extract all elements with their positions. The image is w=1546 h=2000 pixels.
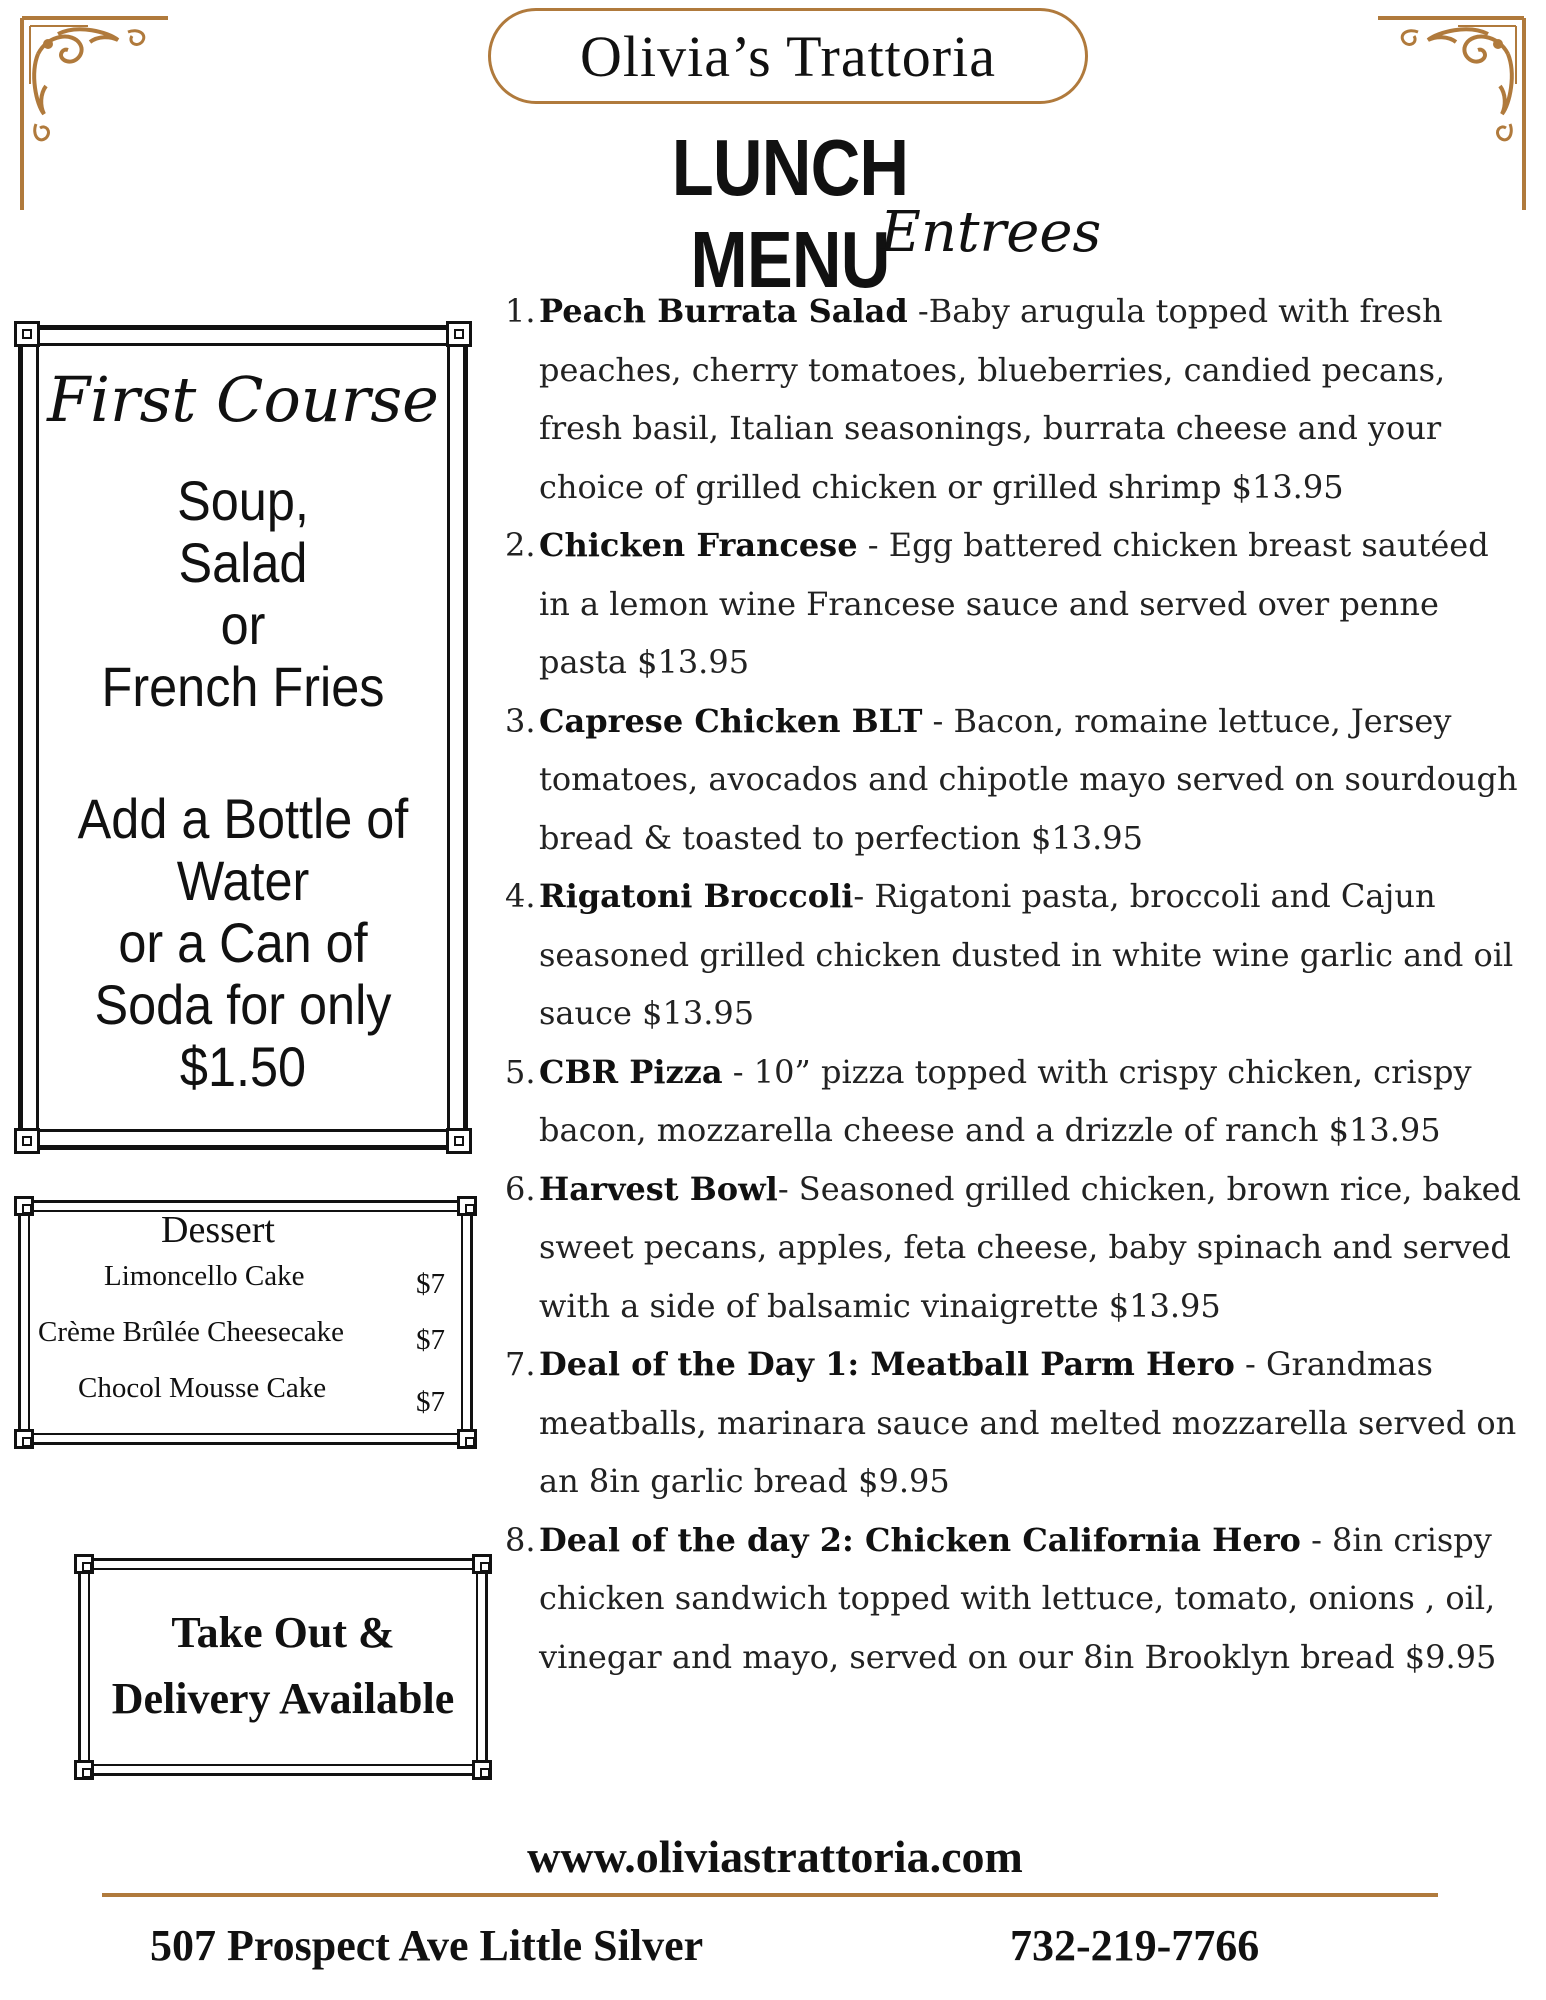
dessert-item-price: $7	[416, 1386, 445, 1418]
first-course-panel	[18, 325, 468, 1150]
entree-description: - Egg battered chicken breast sautéed in a lemon wine Francese sauce and served over penne pasta $13.95	[539, 526, 1489, 681]
dessert-item-name: Crème Brûlée Cheesecake	[38, 1316, 344, 1348]
entree-name: Caprese Chicken BLT	[539, 701, 923, 740]
addon-line: Soda for only	[94, 973, 392, 1036]
frame-corner-icon	[446, 1128, 472, 1154]
frame-corner-icon	[74, 1760, 94, 1780]
entree-item: 1. Peach Burrata Salad -Baby arugula topped with fresh peaches, cherry tomatoes, blueberries, candied pecans, fresh basil, Italian seasonings, burrata cheese and your choice of grilled chicken or grilled shrimp $13.95	[505, 292, 1446, 506]
entree-name: Deal of the day 2: Chicken California Hero	[539, 1520, 1301, 1559]
frame-corner-icon	[14, 1429, 34, 1449]
entree-item: 4. Rigatoni Broccoli- Rigatoni pasta, broccoli and Cajun seasoned grilled chicken dusted in white wine garlic and oil sauce $13.95	[505, 877, 1514, 1032]
entree-list	[505, 282, 1525, 1686]
first-course-line: Salad	[178, 531, 308, 594]
entree-description: - Grandmas meatballs, marinara sauce and melted mozzarella served on an 8in garlic bread $9.95	[539, 1345, 1517, 1500]
frame-corner-icon	[74, 1554, 94, 1574]
footer-divider	[102, 1893, 1438, 1897]
entree-item: 2. Chicken Francese - Egg battered chicken breast sautéed in a lemon wine Francese sauce and served over penne pasta $13.95	[505, 526, 1489, 681]
dessert-item-name: Limoncello Cake	[104, 1260, 305, 1292]
first-course-line: or	[220, 593, 266, 656]
restaurant-name: Olivia’s Trattoria	[580, 23, 996, 89]
frame-corner-icon	[457, 1429, 477, 1449]
address: 507 Prospect Ave Little Silver	[150, 1921, 704, 1970]
frame-corner-icon	[472, 1554, 492, 1574]
entree-description: - 8in crispy chicken sandwich topped with lettuce, tomato, onions , oil, vinegar and mayo, served on our 8in Brooklyn bread $9.95	[539, 1520, 1497, 1676]
frame-corner-icon	[14, 321, 40, 347]
delivery-line: Delivery Available	[111, 1674, 455, 1723]
entrees-heading: Entrees	[880, 200, 1102, 265]
corner-ornament-right-icon	[1368, 14, 1528, 214]
take-out-panel	[78, 1558, 488, 1776]
addon-price: $1.50	[179, 1035, 307, 1098]
entree-description: - Bacon, romaine lettuce, Jersey tomatoes, avocados and chipotle mayo served on sourdough bread & toasted to perfection $13.95	[539, 701, 1518, 857]
frame-corner-icon	[472, 1760, 492, 1780]
entree-name: Chicken Francese	[539, 526, 858, 564]
entree-name: CBR Pizza	[539, 1052, 723, 1091]
entree-name: Rigatoni Broccoli	[539, 877, 854, 915]
entree-description: - Rigatoni pasta, broccoli and Cajun seasoned grilled chicken dusted in white wine garlic and oil sauce $13.95	[539, 877, 1514, 1032]
entree-item: 5. CBR Pizza - 10” pizza topped with crispy chicken, crispy bacon, mozzarella cheese and a drizzle of ranch $13.95	[505, 1052, 1472, 1149]
entree-item: 6. Harvest Bowl- Seasoned grilled chicken, brown rice, baked sweet pecans, apples, feta cheese, baby spinach and served with a side of balsamic vinaigrette $13.95	[505, 1169, 1521, 1325]
entree-item: 7. Deal of the Day 1: Meatball Parm Hero - Grandmas meatballs, marinara sauce and melted mozzarella served on an 8in garlic bread $9.95	[505, 1345, 1517, 1500]
dessert-item-price: $7	[416, 1324, 445, 1356]
first-course-line: Soup,	[177, 469, 309, 532]
addon-line: Add a Bottle of	[77, 787, 409, 850]
entree-item: 3. Caprese Chicken BLT - Bacon, romaine lettuce, Jersey tomatoes, avocados and chipotle mayo served on sourdough bread & toasted to perfection $13.95	[505, 701, 1518, 857]
entree-name: Harvest Bowl	[539, 1169, 778, 1208]
entree-name: Deal of the Day 1: Meatball Parm Hero	[539, 1345, 1235, 1383]
phone-number[interactable]: 732-219-7766	[1010, 1921, 1260, 1970]
take-out-line: Take Out &	[171, 1608, 395, 1657]
menu-title: LUNCH MENU	[671, 123, 909, 304]
entree-name: Peach Burrata Salad	[539, 292, 908, 330]
entree-description: -Baby arugula topped with fresh peaches, cherry tomatoes, blueberries, candied pecans, fresh basil, Italian seasonings, burrata cheese and your choice of grilled chicken or grilled shrimp $13.95	[539, 292, 1446, 506]
frame-corner-icon	[446, 321, 472, 347]
first-course-heading: First Course	[47, 363, 439, 436]
entree-description: - 10” pizza topped with crispy chicken, crispy bacon, mozzarella cheese and a drizzle of ranch $13.95	[539, 1052, 1472, 1149]
addon-line: Water	[176, 849, 310, 912]
dessert-item-price: $7	[416, 1268, 445, 1300]
restaurant-name-banner	[488, 8, 1088, 104]
frame-corner-icon	[14, 1128, 40, 1154]
addon-line: or a Can of	[118, 911, 368, 974]
dessert-item-name: Chocol Mousse Cake	[78, 1372, 327, 1404]
entree-description: - Seasoned grilled chicken, brown rice, baked sweet pecans, apples, feta cheese, baby spinach and served with a side of balsamic vinaigrette $13.95	[539, 1169, 1521, 1325]
website-link[interactable]: www.oliviastrattoria.com	[527, 1831, 1023, 1882]
entree-item: 8. Deal of the day 2: Chicken California Hero - 8in crispy chicken sandwich topped with lettuce, tomato, onions , oil, vinegar and mayo, served on our 8in Brooklyn bread $9.95	[505, 1520, 1497, 1676]
first-course-line: French Fries	[101, 655, 385, 718]
dessert-panel	[18, 1200, 473, 1445]
frame-corner-icon	[457, 1196, 477, 1216]
dessert-title: Dessert	[161, 1209, 275, 1251]
corner-ornament-left-icon	[18, 14, 178, 214]
